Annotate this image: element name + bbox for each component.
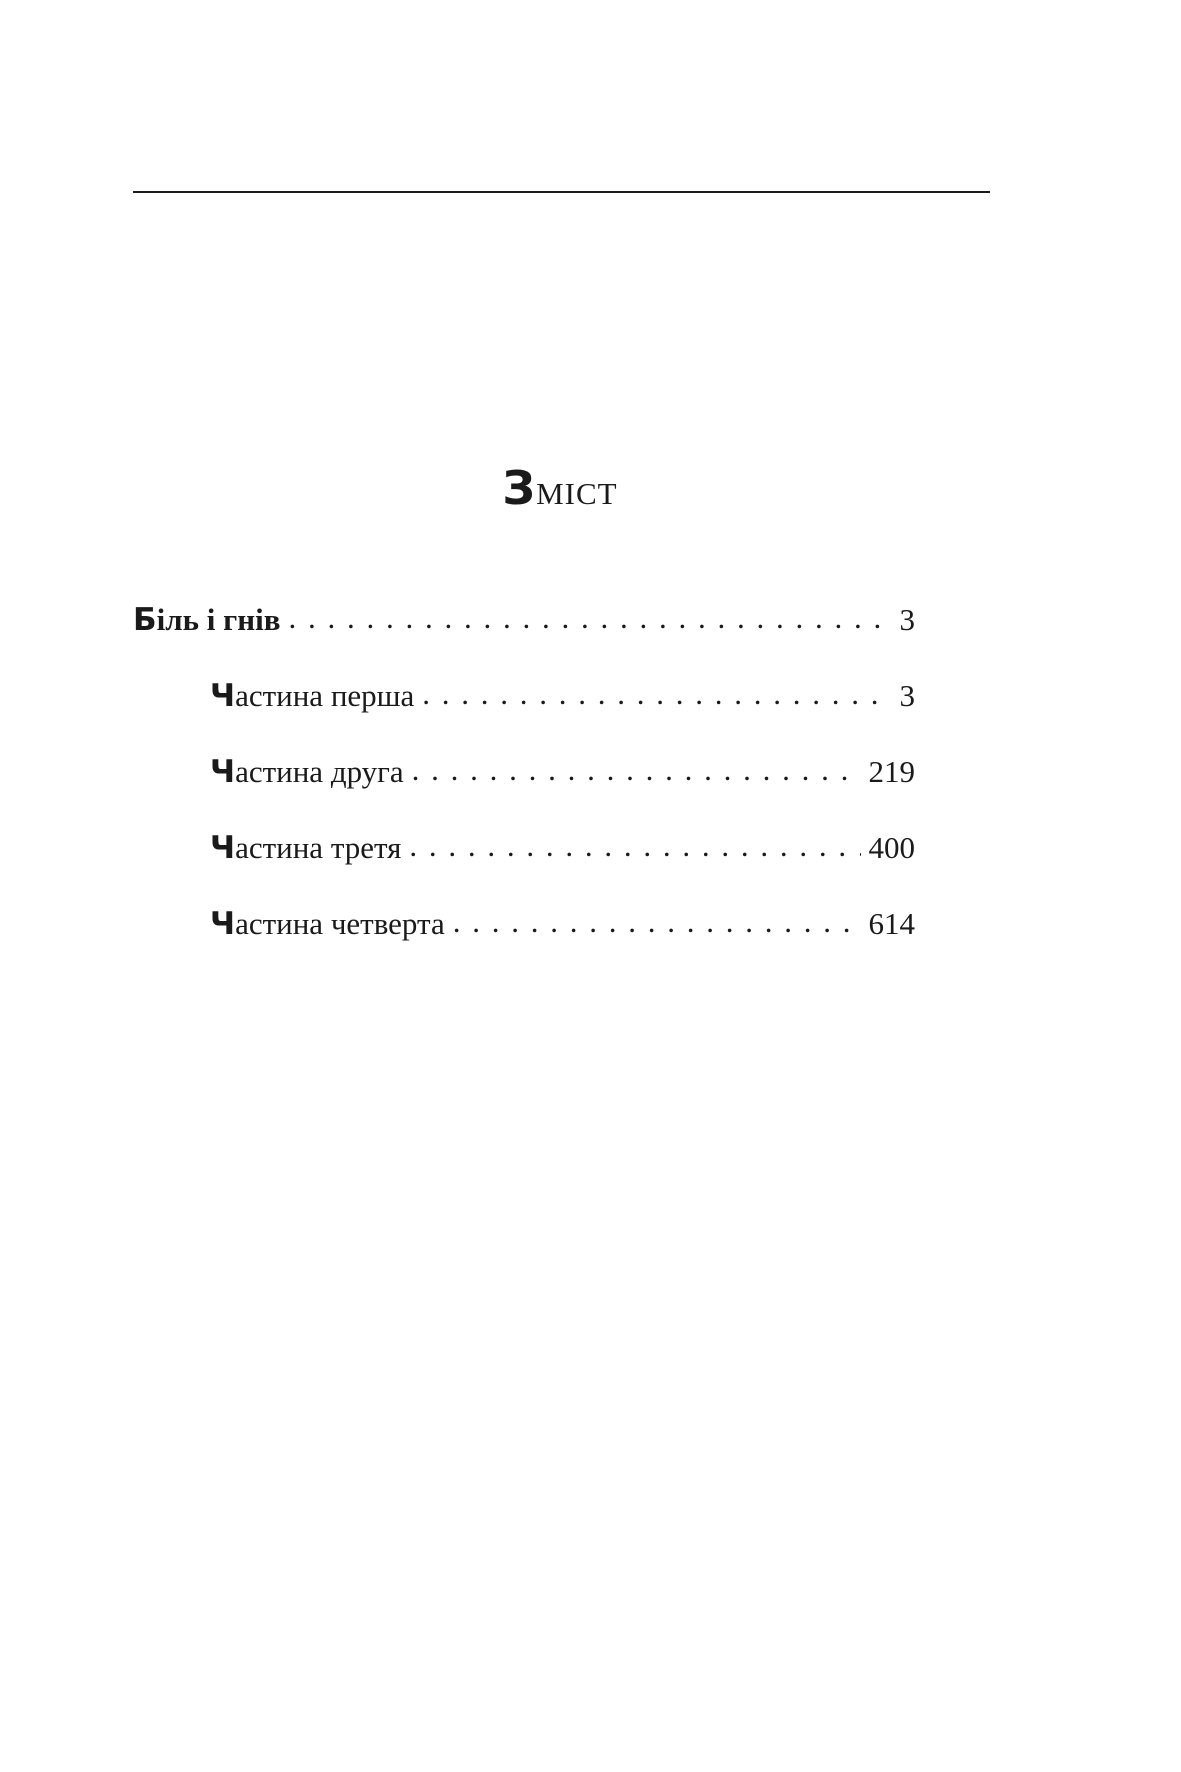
- toc-entry-book[interactable]: [133, 598, 915, 642]
- toc-entry-text: іль і гнів: [156, 602, 281, 637]
- toc-entry-title: [210, 902, 445, 946]
- toc-entry-part-3[interactable]: [210, 826, 915, 870]
- toc-entry-title: [210, 826, 401, 870]
- toc-entry-title: [210, 750, 404, 794]
- toc-entry-title: [210, 674, 414, 718]
- dot-leader: [453, 900, 861, 944]
- toc-page-number: 3: [899, 678, 915, 713]
- toc-entry-initial: Ч: [210, 678, 236, 714]
- toc-page-number: 219: [868, 754, 915, 789]
- toc-entry-text: астина третя: [235, 830, 402, 865]
- toc-entry-part-2[interactable]: [210, 750, 915, 794]
- toc-page-number: 614: [868, 906, 915, 941]
- toc-entry-part-4[interactable]: [210, 902, 915, 946]
- dot-leader: [288, 596, 891, 640]
- toc-entry-text: астина четверта: [235, 906, 445, 941]
- toc-page-number: 400: [868, 830, 915, 865]
- toc-entry-initial: Ч: [210, 830, 236, 866]
- toc-entry-text: астина перша: [235, 678, 415, 713]
- dot-leader: [412, 748, 861, 792]
- toc-entry-part-1[interactable]: [210, 674, 915, 718]
- title-initial: З: [502, 461, 537, 515]
- toc-entry-initial: Ч: [210, 754, 236, 790]
- toc-page-number: 3: [899, 602, 915, 637]
- dot-leader: [409, 824, 860, 868]
- title-rest: міст: [536, 465, 618, 514]
- toc-entry-initial: Б: [133, 602, 157, 638]
- dot-leader: [422, 672, 891, 716]
- toc-entry-initial: Ч: [210, 906, 236, 942]
- toc-entry-text: астина друга: [235, 754, 404, 789]
- toc-entry-title: [133, 598, 280, 642]
